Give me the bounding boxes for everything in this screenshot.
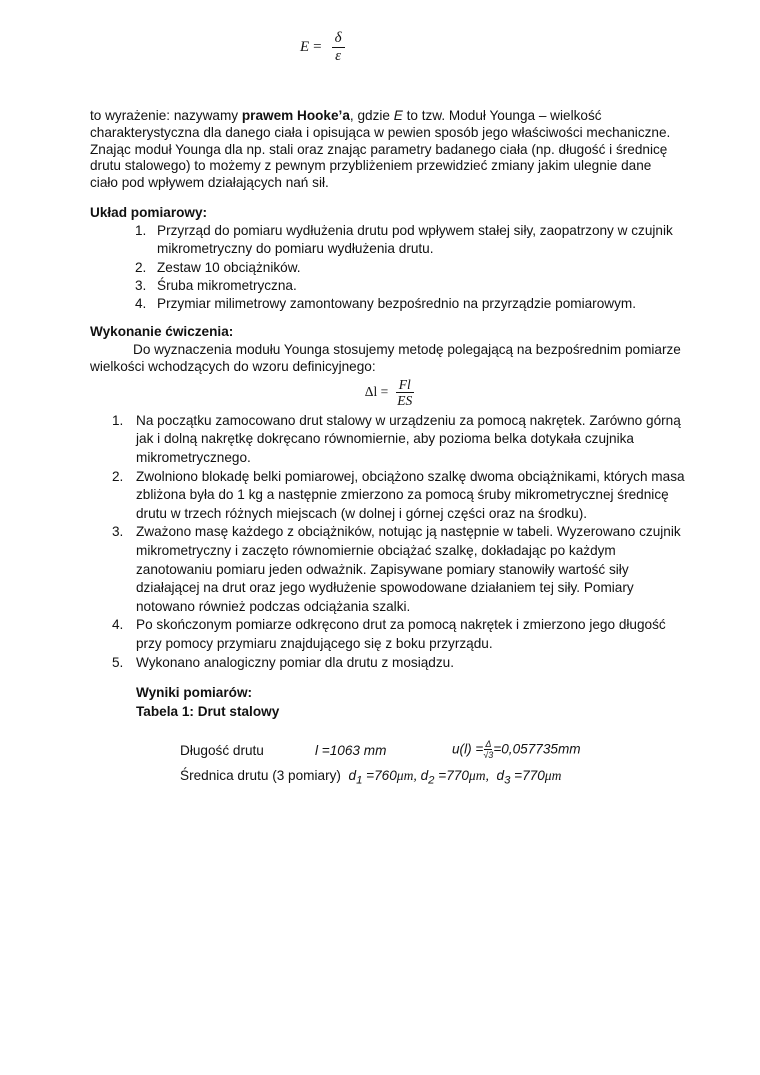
intro-bold: prawem Hooke’a [241, 108, 350, 123]
d3-symbol: d [496, 768, 505, 783]
length-label: Długość drutu [180, 743, 264, 758]
list-text: Zwolniono blokadę belki pomiarowej, obciążono szalkę dwoma obciążnikami, których masa zbliżona była do 1 kg a następnie zmierzono za pomocą śruby mikrometrycznej średnicę drutu w trzech różnych miejscach (w dolnej i górnej części oraz na środku). [136, 468, 685, 521]
length-value: l =1063 mm [315, 743, 387, 758]
u-label: u(l) = [452, 741, 484, 757]
diameter-label: Średnica drutu (3 pomiary) [180, 768, 341, 783]
intro-text-1: to wyrażenie: nazywamy [90, 108, 242, 123]
list-item [90, 654, 690, 673]
measurements [180, 739, 581, 793]
list-text: Zważono masę każdego z obciążników, notując ją następnie w tabeli. Wyzerowano czujnik mikrometryczny i zaczęto równomiernie obciążać szalkę, dokładając po każdym zanotowaniu pomiaru jeden odważnik. Zapisywane pomiary stanowiły wartość siły działającej na drut oraz jego wydłużenie spowodowane działaniem tej siły. Pomiary notowano również podczas odciążania szalki. [136, 524, 681, 614]
list-text: Wykonano analogiczny pomiar dla drutu z mosiądzu. [136, 654, 454, 670]
list-number: 3. [112, 524, 124, 540]
d1-value [348, 768, 417, 787]
formula-fraction [332, 30, 345, 65]
uklad-heading: Układ pomiarowy: [90, 205, 208, 220]
young-numerator: Fl [396, 377, 414, 393]
list-item [90, 616, 690, 653]
young-denominator: ES [397, 392, 413, 408]
list-text: Po skończonym pomiarze odkręcono drut za pomocą nakrętek i zmierzono jego długość przy pomocy przymiaru znajdującego się z boku przyrządu. [136, 617, 666, 651]
young-fraction [394, 377, 415, 408]
formula-numerator: δ [332, 30, 345, 48]
d1-unit: μm [396, 768, 414, 783]
uklad-list [90, 222, 690, 314]
uklad-section [90, 205, 690, 314]
list-number: 3. [135, 278, 147, 294]
list-number: 2. [112, 468, 124, 484]
d2-sub: 2 [428, 774, 435, 787]
intro-paragraph [90, 108, 680, 192]
list-item [90, 222, 690, 259]
table-title: Tabela 1: Drut stalowy [136, 704, 280, 719]
u-denominator: √3 [483, 750, 494, 760]
d1-sub: 1 [356, 774, 363, 787]
young-formula [90, 377, 690, 408]
length-row [180, 739, 581, 768]
wykonanie-heading: Wykonanie ćwiczenia: [90, 324, 234, 339]
wykonanie-paragraph: Do wyznaczenia modułu Younga stosujemy metodę polegającą na bezpośrednim pomiarze wielkości wchodzących do wzoru definicyjnego: [90, 341, 681, 374]
results-heading: Wyniki pomiarów: [136, 685, 253, 700]
sep-1: , [413, 768, 417, 783]
u-value: =0,057735mm [493, 741, 581, 757]
d3-unit: μm [544, 768, 562, 783]
formula-eq: = [313, 39, 322, 55]
list-item [90, 523, 690, 616]
d2-unit: μm [468, 768, 486, 783]
u-fraction [483, 740, 493, 760]
diameter-row [180, 768, 561, 793]
d1-number: =760 [362, 768, 397, 783]
d1-symbol: d [348, 768, 357, 783]
intro-text-2: , gdzie [349, 108, 394, 123]
list-number: 4. [135, 296, 147, 312]
d2-value [420, 768, 486, 787]
list-item [90, 277, 690, 295]
list-number: 5. [112, 654, 124, 670]
hooke-formula [300, 30, 345, 65]
list-number: 4. [112, 617, 124, 633]
list-item [90, 295, 690, 313]
list-item [90, 259, 690, 277]
list-text: Na początku zamocowano drut stalowy w urządzeniu za pomocą nakrętek. Zarówno górną jak i dolną nakrętkę dokręcano równomiernie, aby pozioma belka dotykała czujnika mikrometrycznego. [136, 412, 681, 465]
list-number: 2. [135, 259, 147, 275]
list-number: 1. [135, 222, 147, 238]
list-text: Zestaw 10 obciążników. [157, 259, 301, 275]
list-text: Przyrząd do pomiaru wydłużenia drutu pod wpływem stałej siły, zaopatrzony w czujnik mikrometryczny do pomiaru wydłużenia drutu. [157, 222, 673, 257]
formula-lhs: E [300, 39, 310, 55]
uncertainty [452, 740, 581, 760]
list-number: 1. [112, 412, 124, 428]
d3-number: =770 [510, 768, 545, 783]
formula-denominator: ε [335, 48, 342, 64]
young-lhs: Δl = [364, 384, 389, 400]
intro-var: E [393, 108, 403, 123]
d3-sub: 3 [504, 774, 511, 787]
list-item [90, 412, 690, 468]
list-text: Przymiar milimetrowy zamontowany bezpośrednio na przyrządzie pomiarowym. [157, 296, 636, 312]
d2-symbol: d [420, 768, 429, 783]
d3-value [496, 768, 562, 787]
u-numerator: Δ [485, 739, 492, 749]
d2-number: =770 [434, 768, 469, 783]
wykonanie-list [90, 412, 690, 672]
results-section [136, 683, 279, 721]
intro-text-3: to tzw. Moduł Younga – wielkość charakterystyczna dla danego ciała i opisująca w pewien sposób jego właściwości mechaniczne. Znając moduł Younga dla np. stali oraz znając parametry badanego ciała (np. długość i średnicę drutu stalowego) to możemy z pewnym przybliżeniem przewidzieć zmiany jakim ulegnie dane ciało pod wpływem działających nań sił. [90, 108, 671, 191]
list-item [90, 468, 690, 524]
wykonanie-section [90, 324, 690, 672]
list-text: Śruba mikrometryczna. [157, 278, 297, 294]
sep-2: , [485, 768, 489, 783]
